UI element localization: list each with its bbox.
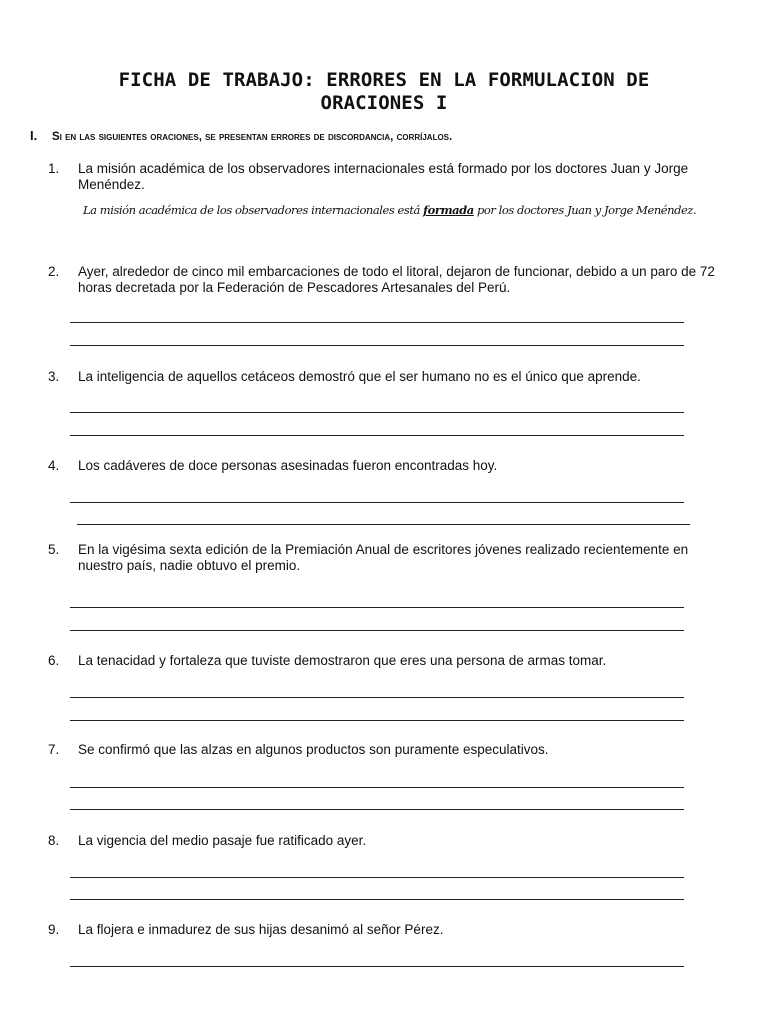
answer-line[interactable] xyxy=(70,322,684,323)
section-number: I. xyxy=(30,128,38,143)
answer-line[interactable] xyxy=(70,630,684,631)
title-line-1: FICHA DE TRABAJO: ERRORES EN LA FORMULACION DE xyxy=(118,69,650,91)
item-text: La misión académica de los observadores internacionales está formado por los doctores Juan y Jorge Menéndez. xyxy=(78,161,689,192)
answer-line[interactable] xyxy=(70,720,684,721)
answer-line[interactable] xyxy=(70,502,684,503)
answer-line[interactable] xyxy=(70,345,684,346)
section-instruction: Si en las siguientes oraciones, se presentan errores de discordancia, corríjalos. xyxy=(52,131,453,143)
item-number: 3. xyxy=(48,369,60,384)
answer-highlight: formada xyxy=(423,203,474,217)
answer-line[interactable] xyxy=(70,435,684,436)
answer-text-before: La misión académica de los observadores internacionales está xyxy=(83,203,424,217)
answer-line[interactable] xyxy=(70,412,684,413)
item-number: 6. xyxy=(48,653,60,668)
item-text: En la vigésima sexta edición de la Premiación Anual de escritores jóvenes realizado recientemente en nuestro país, nadie obtuvo el premio. xyxy=(78,542,689,573)
answer-text-after: por los doctores Juan y Jorge Menéndez. xyxy=(473,203,697,217)
item-number: 8. xyxy=(48,833,60,848)
item-text: Ayer, alrededor de cinco mil embarcaciones de todo el litoral, dejaron de funcionar, debido a un paro de 72 horas decretada por la Federación de Pescadores Artesanales del Perú. xyxy=(78,264,715,295)
item-number: 7. xyxy=(48,742,60,757)
item-number: 4. xyxy=(48,458,60,473)
section-heading xyxy=(30,128,452,145)
item-number: 9. xyxy=(48,922,60,937)
item-text: La inteligencia de aquellos cetáceos demostró que el ser humano no es el único que aprende. xyxy=(78,369,641,384)
item-text: Los cadáveres de doce personas asesinadas fueron encontradas hoy. xyxy=(78,458,498,473)
answer-line[interactable] xyxy=(70,966,684,967)
page-title xyxy=(40,69,728,115)
item-number: 1. xyxy=(48,161,60,176)
answer-line[interactable] xyxy=(77,524,690,525)
item-text: La tenacidad y fortaleza que tuviste demostraron que eres una persona de armas tomar. xyxy=(78,653,607,668)
item-text: La flojera e inmadurez de sus hijas desanimó al señor Pérez. xyxy=(78,922,444,937)
answer-line[interactable] xyxy=(70,697,684,698)
answer-line[interactable] xyxy=(70,877,684,878)
title-line-2: ORACIONES I xyxy=(320,92,448,114)
item-number: 5. xyxy=(48,542,60,557)
item-text: Se confirmó que las alzas en algunos productos son puramente especulativos. xyxy=(78,742,549,757)
item-text: La vigencia del medio pasaje fue ratificado ayer. xyxy=(78,833,367,848)
answer-line[interactable] xyxy=(70,787,684,788)
answer-line[interactable] xyxy=(70,899,684,900)
answer-line[interactable] xyxy=(70,607,684,608)
item-number: 2. xyxy=(48,264,60,279)
example-answer xyxy=(83,203,696,217)
answer-line[interactable] xyxy=(70,809,684,810)
